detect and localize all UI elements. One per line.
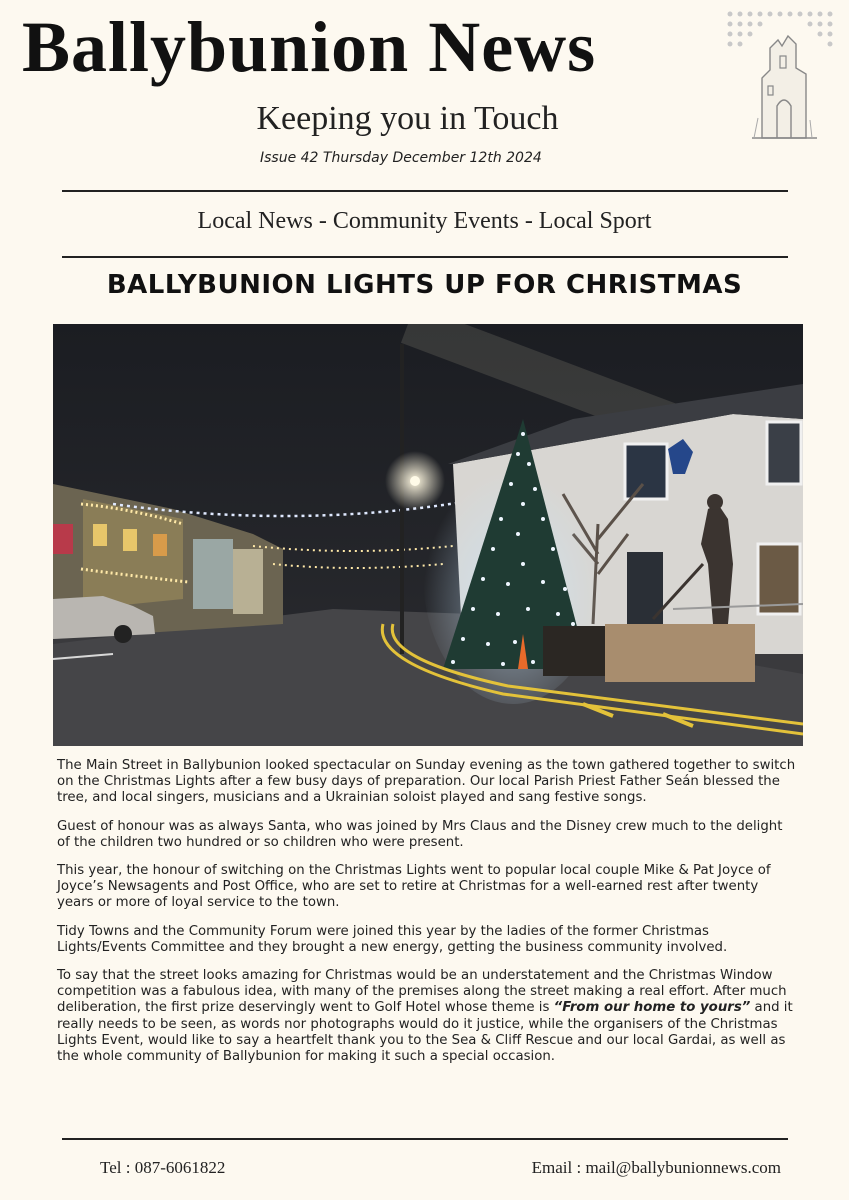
window-theme-quote: “From our home to yours”	[553, 1000, 751, 1016]
article-paragraph: Guest of honour was as always Santa, who was joined by Mrs Claus and the Disney crew much to the delight of the children two hundred or so children who were present.	[57, 818, 783, 850]
castle-ruin-icon	[722, 8, 842, 143]
article-paragraph: The Main Street in Ballybunion looked spectacular on Sunday evening as the town gathered together to switch on the Christmas Lights after a few busy days of preparation. Our local Parish Priest Father Seán blessed the tree, and local singers, musicians and a Ukrainian soloist played and sang festive songs.	[57, 758, 796, 806]
sections-line: Local News - Community Events - Local Sport	[197, 208, 652, 234]
footer-email: Email : mail@ballybunionnews.com	[531, 1158, 781, 1177]
issue-date: Issue 42 Thursday December 12th 2024	[260, 150, 542, 166]
article-paragraph: This year, the honour of switching on the Christmas Lights went to popular local couple Mike & Pat Joyce of Joyce’s Newsagents and Post Office, who are set to retire at Christmas for a well-earned rest after twenty years or more of loyal service to the town.	[57, 863, 771, 911]
headline: BALLYBUNION LIGHTS UP FOR CHRISTMAS	[106, 270, 743, 300]
article-text: To say that the street looks amazing for Christmas would be an understatement and the Christmas Window competition was a fabulous idea, with many of the premises along the street making a real effort. After much deliberation, the first prize deservingly went to Golf Hotel whose theme is	[57, 968, 787, 1016]
article-paragraph	[57, 968, 797, 1065]
article-paragraph: Tidy Towns and the Community Forum were joined this year by the ladies of the former Christmas Lights/Events Committee and they brought a new energy, getting the business community involved.	[57, 923, 728, 955]
bottom-divider	[62, 256, 788, 258]
tagline: Keeping you in Touch	[256, 100, 559, 137]
footer-divider	[62, 1138, 788, 1140]
article-body	[57, 758, 797, 1077]
christmas-tree-street-photo	[53, 324, 803, 746]
newspaper-title: Ballybunion News	[22, 7, 597, 87]
article-text: and it really needs to be seen, as words nor photographs would do it justice, while the organisers of the Christmas Lights Event, would like to say a heartfelt thank you to the Sea & Cliff Rescue and our local Gardai, as well as the whole community of Ballybunion for making it such a special occasion.	[57, 1000, 793, 1065]
masthead	[0, 0, 849, 190]
footer-phone: Tel : 087-6061822	[100, 1158, 226, 1177]
top-divider	[62, 190, 788, 192]
